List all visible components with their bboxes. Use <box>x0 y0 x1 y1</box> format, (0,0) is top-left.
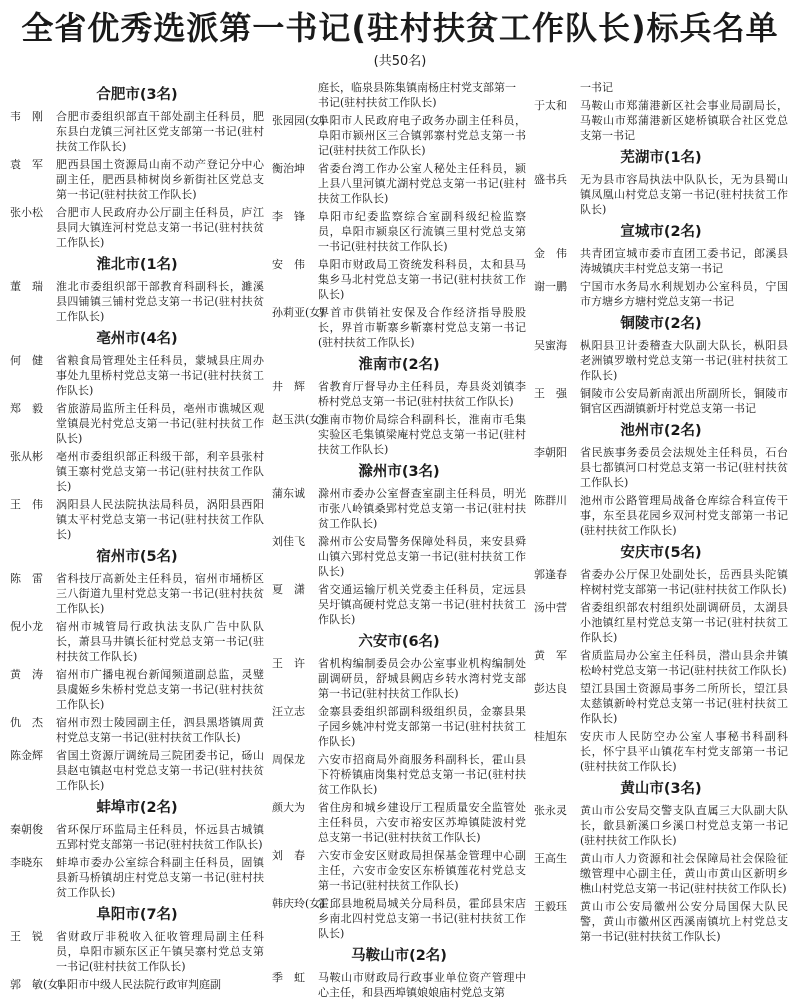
person-description: 省粮食局管理处主任科员，蒙城县庄周办事处九里桥村党总支第一书记(驻村扶贫工作队长) <box>56 354 264 397</box>
person-name: 袁 军 <box>10 158 43 171</box>
person-description: 阜阳市财政局工资统发科科员，太和县马集乡马北村党总支第一书记(驻村扶贫工作队长) <box>318 258 526 301</box>
person-description: 省交通运输厅机关党委主任科员，定远县吴圩镇高硬村党总支第一书记(驻村扶贫工作队长) <box>318 583 526 626</box>
person-name: 王高生 <box>534 852 567 865</box>
list-item <box>272 848 526 893</box>
list-item <box>10 353 264 398</box>
person-description: 宿州市烈士陵园副主任，泗县黑塔镇周黄村党总支第一书记(驻村扶贫工作队长) <box>56 716 264 744</box>
city-heading: 六安市(6名) <box>358 634 440 650</box>
list-item <box>10 748 264 793</box>
person-name: 陈群川 <box>534 494 567 507</box>
list-item <box>534 279 788 309</box>
person-description: 省科技厅高新处主任科员，宿州市埇桥区三八街道九里村党总支第一书记(驻村扶贫工作队长) <box>56 572 264 615</box>
person-description: 滁州市委办公室督查室副主任科员，明光市张八岭镇桑郢村党总支第一书记(驻村扶贫工作队长) <box>318 487 526 530</box>
person-name: 桂旭东 <box>534 730 567 743</box>
list-item <box>272 704 526 749</box>
person-description: 宿州市广播电视台新闻频道副总监，灵璧县虞姬乡朱桥村党总支第一书记(驻村扶贫工作队长) <box>56 668 264 711</box>
person-description: 安庆市人民防空办公室人事秘书科副科长，怀宁县平山镇花车村党支部第一书记(驻村扶贫工作队长) <box>580 730 788 773</box>
person-name: 谢一鹏 <box>534 280 567 293</box>
person-name: 郑 毅 <box>10 402 43 415</box>
city-heading: 马鞍山市(2名) <box>351 948 447 964</box>
person-description: 六安市招商局外商服务科副科长，霍山县下符桥镇庙岗集村党总支第一书记(驻村扶贫工作队长) <box>318 753 526 796</box>
list-item <box>534 803 788 848</box>
person-name: 衡治坤 <box>272 162 305 175</box>
person-name: 韩庆玲(女) <box>272 897 325 910</box>
person-description: 省环保厅环监局主任科员，怀远县古城镇五郢村党支部第一书记(驻村扶贫工作队长) <box>56 823 264 851</box>
person-name: 张从彬 <box>10 450 43 463</box>
document-subtitle: (共50名) <box>373 54 427 69</box>
person-description: 望江县国土资源局事务二所所长，望江县太慈镇新岭村党总支第一书记(驻村扶贫工作队长) <box>580 682 788 725</box>
person-description: 滁州市公安局警务保障处科员，来安县舜山镇六郢村党总支第一书记(驻村扶贫工作队长) <box>318 535 526 578</box>
list-item <box>534 600 788 645</box>
person-description: 省住房和城乡建设厅工程质量安全监管处主任科员，六安市裕安区苏埠镇陡波村党总支第一书记(驻村扶贫工作队长) <box>318 801 526 844</box>
document-title: 全省优秀选派第一书记(驻村扶贫工作队长)标兵名单 <box>21 9 779 47</box>
list-item <box>272 800 526 845</box>
column-3 <box>534 80 788 1003</box>
person-name: 吴蜜海 <box>534 339 567 352</box>
person-description: 六安市金安区财政局担保基金管理中心副主任，六安市金安区东桥镇莲花村党总支第一书记(驻村扶贫工作队长) <box>318 849 526 892</box>
city-heading: 宿州市(5名) <box>96 549 178 565</box>
list-item <box>534 567 788 597</box>
list-item <box>272 305 526 350</box>
person-name: 张园园(女) <box>272 114 325 127</box>
city-heading: 淮北市(1名) <box>96 257 178 273</box>
person-description: 马鞍山市郑蒲港新区社会事业局副局长，马鞍山市郑蒲港新区姥桥镇联合社区党总支第一书记 <box>580 99 788 142</box>
list-item <box>272 113 526 158</box>
person-name: 郭 敏(女) <box>10 978 63 991</box>
person-name: 王 伟 <box>10 498 43 511</box>
person-description: 合肥市人民政府办公厅副主任科员，庐江县同大镇连河村党总支第一书记(驻村扶贫工作队长) <box>56 206 264 249</box>
list-item <box>534 648 788 678</box>
person-description: 涡阳县人民法院执法局科员，涡阳县西阳镇太平村党总支第一书记(驻村扶贫工作队长) <box>56 498 264 541</box>
person-description: 金寨县委组织部副科级组织员，金寨县果子园乡姚冲村党支部第一书记(驻村扶贫工作队长) <box>318 705 526 748</box>
list-item <box>272 896 526 941</box>
list-item <box>534 98 788 143</box>
person-description: 无为县市容局执法中队队长，无为县蜀山镇凤凰山村党总支第一书记(驻村扶贫工作队长) <box>580 173 788 216</box>
person-name: 盛书兵 <box>534 173 567 186</box>
person-name: 倪小龙 <box>10 620 43 633</box>
person-name: 安 伟 <box>272 258 305 271</box>
list-item <box>534 899 788 944</box>
list-item <box>272 582 526 627</box>
person-name: 董 瑞 <box>10 280 43 293</box>
person-name: 李 锋 <box>272 210 305 223</box>
city-heading: 芜湖市(1名) <box>620 150 702 166</box>
list-item <box>10 715 264 745</box>
person-description: 宁国市水务局水利规划办公室科员，宁国市方塘乡方塘村党总支第一书记 <box>580 280 788 308</box>
list-item <box>272 379 526 409</box>
person-description: 黄山市人力资源和社会保障局社会保险征缴管理中心副主任，黄山市黄山区新明乡樵山村党总支第一书记(驻村扶贫工作队长) <box>580 852 788 895</box>
person-description: 淮北市委组织部干部教育科副科长，濉溪县四铺镇三铺村党总支第一书记(驻村扶贫工作队长) <box>56 280 264 323</box>
person-name: 金 伟 <box>534 247 567 260</box>
list-item <box>272 412 526 457</box>
person-name: 王 锐 <box>10 930 43 943</box>
person-description: 省旅游局监所主任科员，亳州市谯城区观堂镇晨光村党总支第一书记(驻村扶贫工作队长) <box>56 402 264 445</box>
column-1 <box>10 80 264 1003</box>
list-item <box>272 209 526 254</box>
person-description: 省机构编制委员会办公室事业机构编制处副调研员，舒城县阙店乡转水湾村党支部第一书记(驻村扶贫工作队长) <box>318 657 526 700</box>
city-heading: 黄山市(3名) <box>620 781 702 797</box>
person-description: 黄山市公安局徽州公安分局国保大队民警，黄山市徽州区西溪南镇坑上村党总支第一书记(驻村扶贫工作队长) <box>580 900 788 943</box>
person-name: 王 强 <box>534 387 567 400</box>
person-description: 省委组织部农村组织处副调研员，太湖县小池镇红星村党总支第一书记(驻村扶贫工作队长) <box>580 601 788 644</box>
person-name: 刘佳飞 <box>272 535 305 548</box>
list-item <box>534 386 788 416</box>
list-item <box>10 449 264 494</box>
person-name: 何 健 <box>10 354 43 367</box>
person-description: 肥西县国土资源局山南不动产登记分中心副主任，肥西县柿树岗乡新街社区党总支第一书记(驻村扶贫工作队长) <box>56 158 264 201</box>
list-item <box>10 977 264 992</box>
person-name: 陈 雷 <box>10 572 43 585</box>
person-name: 郭逢春 <box>534 568 567 581</box>
person-description: 枞阳县卫计委稽查大队副大队长，枞阳县老洲镇罗墩村党总支第一书记(驻村扶贫工作队长) <box>580 339 788 382</box>
list-item <box>10 401 264 446</box>
person-description: 合肥市委组织部直干部处副主任科员，肥东县白龙镇三河社区党支部第一书记(驻村扶贫工作队长) <box>56 110 264 153</box>
list-item <box>272 656 526 701</box>
person-description: 阜阳市中级人民法院行政审判庭副 <box>56 978 221 991</box>
person-description: 蚌埠市委办公室综合科副主任科员，固镇县新马桥镇胡庄村党总支第一书记(驻村扶贫工作队长) <box>56 856 264 899</box>
person-name: 赵玉洪(女) <box>272 413 325 426</box>
person-description: 省财政厅非税收入征收管理局副主任科员，阜阳市颍东区正午镇吴寨村党总支第一书记(驻村扶贫工作队长) <box>56 930 264 973</box>
list-item <box>10 497 264 542</box>
person-name: 彭达良 <box>534 682 567 695</box>
person-description: 淮南市物价局综合科副科长，淮南市毛集实验区毛集镇梁庵村党总支第一书记(驻村扶贫工作队长) <box>318 413 526 456</box>
city-heading: 铜陵市(2名) <box>620 316 702 332</box>
person-name: 张小松 <box>10 206 43 219</box>
list-item <box>10 667 264 712</box>
list-item <box>10 619 264 664</box>
entry-continuation: 一书记 <box>580 81 613 94</box>
person-name: 黄 军 <box>534 649 567 662</box>
person-name: 张永灵 <box>534 804 567 817</box>
entry-continuation: 庭长，临泉县陈集镇南杨庄村党支部第一书记(驻村扶贫工作队长) <box>318 81 516 109</box>
person-name: 李朝阳 <box>534 446 567 459</box>
city-heading: 安庆市(5名) <box>620 545 702 561</box>
list-item <box>272 161 526 206</box>
city-heading: 池州市(2名) <box>620 423 702 439</box>
person-name: 陈金辉 <box>10 749 43 762</box>
person-name: 秦朝俊 <box>10 823 43 836</box>
person-description: 宿州市城管局行政执法支队广告中队队长，萧县马井镇长征村党总支第一书记(驻村扶贫工作队长) <box>56 620 264 663</box>
list-item <box>10 855 264 900</box>
list-item <box>10 571 264 616</box>
list-item <box>10 822 264 852</box>
person-description: 阜阳市人民政府电子政务办副主任科员，阜阳市颍州区三合镇郭寨村党总支第一书记(驻村扶贫工作队长) <box>318 114 526 157</box>
person-description: 马鞍山市财政局行政事业单位资产管理中心主任，和县西埠镇娘娘庙村党总支第 <box>318 971 526 999</box>
person-description: 省教育厅督导办主任科员，寿县炎刘镇李桥村党总支第一书记(驻村扶贫工作队长) <box>318 380 526 408</box>
person-name: 韦 刚 <box>10 110 43 123</box>
person-name: 井 辉 <box>272 380 305 393</box>
person-name: 蒲东诚 <box>272 487 305 500</box>
list-item <box>272 257 526 302</box>
list-item <box>534 493 788 538</box>
person-description: 亳州市委组织部正科级干部，利辛县张村镇王寨村党总支第一书记(驻村扶贫工作队长) <box>56 450 264 493</box>
person-description: 霍邱县地税局城关分局科员，霍邱县宋店乡南北四村党总支第一书记(驻村扶贫工作队长) <box>318 897 526 940</box>
person-name: 王毅珏 <box>534 900 567 913</box>
person-description: 池州市公路管理局战备仓库综合科宣传干事，东至县花园乡双河村党支部第一书记(驻村扶贫工作队长) <box>580 494 788 537</box>
person-name: 周保龙 <box>272 753 305 766</box>
list-item <box>272 752 526 797</box>
person-description: 省民族事务委员会法规处主任科员，石台县七都镇河口村党总支第一书记(驻村扶贫工作队长) <box>580 446 788 489</box>
list-item <box>272 970 526 1000</box>
city-heading: 滁州市(3名) <box>358 464 440 480</box>
list-item <box>10 205 264 250</box>
list-item <box>534 851 788 896</box>
person-description: 黄山市公安局交警支队直属三大队副大队长，歙县新溪口乡溪口村党总支第一书记(驻村扶贫工作队长) <box>580 804 788 847</box>
city-heading: 合肥市(3名) <box>96 87 178 103</box>
person-name: 颜大为 <box>272 801 305 814</box>
person-name: 汤中营 <box>534 601 567 614</box>
person-name: 于太和 <box>534 99 567 112</box>
city-heading: 阜阳市(7名) <box>96 907 178 923</box>
list-item <box>534 338 788 383</box>
list-item <box>534 172 788 217</box>
list-item <box>534 445 788 490</box>
person-description: 阜阳市纪委监察综合室副科级纪检监察员，阜阳市颍泉区行流镇三里村党总支第一书记(驻村扶贫工作队长) <box>318 210 526 253</box>
person-description: 省质监局办公室主任科员，潜山县余井镇松岭村党总支第一书记(驻村扶贫工作队长) <box>580 649 788 677</box>
city-heading: 淮南市(2名) <box>358 357 440 373</box>
city-heading: 亳州市(4名) <box>96 331 178 347</box>
person-name: 季 虹 <box>272 971 305 984</box>
person-description: 界首市供销社安保及合作经济指导股股长，界首市靳寨乡靳寨村党总支第一书记(驻村扶贫工作队长) <box>318 306 526 349</box>
person-name: 夏 潇 <box>272 583 305 596</box>
column-2 <box>272 80 526 1003</box>
person-description: 省委台湾工作办公室人秘处主任科员，颍上县八里河镇尤湖村党总支第一书记(驻村扶贫工作队长) <box>318 162 526 205</box>
person-name: 王 许 <box>272 657 305 670</box>
person-name: 黄 涛 <box>10 668 43 681</box>
person-name: 汪立志 <box>272 705 305 718</box>
person-description: 铜陵市公安局新南派出所副所长，铜陵市铜官区西湖镇新圩村党总支第一书记 <box>580 387 788 415</box>
list-item <box>10 929 264 974</box>
list-item <box>272 486 526 531</box>
list-item <box>10 109 264 154</box>
list-item <box>534 681 788 726</box>
person-name: 仇 杰 <box>10 716 43 729</box>
person-name: 李晓东 <box>10 856 43 869</box>
person-description: 省国土资源厅调统局三院团委书记，砀山县赵屯镇赵屯村党总支第一书记(驻村扶贫工作队长) <box>56 749 264 792</box>
city-heading: 蚌埠市(2名) <box>96 800 178 816</box>
person-description: 省委办公厅保卫处副处长，岳西县头陀镇梓树村党支部第一书记(驻村扶贫工作队长) <box>580 568 788 596</box>
city-heading: 宣城市(2名) <box>620 224 702 240</box>
columns <box>10 80 790 1003</box>
person-name: 孙莉亚(女) <box>272 306 325 319</box>
list-item <box>10 279 264 324</box>
list-item <box>272 534 526 579</box>
person-description: 共青团宣城市委市直团工委书记，郎溪县涛城镇庆丰村党总支第一书记 <box>580 247 788 275</box>
person-name: 刘 春 <box>272 849 305 862</box>
list-item <box>534 246 788 276</box>
list-item <box>10 157 264 202</box>
list-item <box>534 729 788 774</box>
